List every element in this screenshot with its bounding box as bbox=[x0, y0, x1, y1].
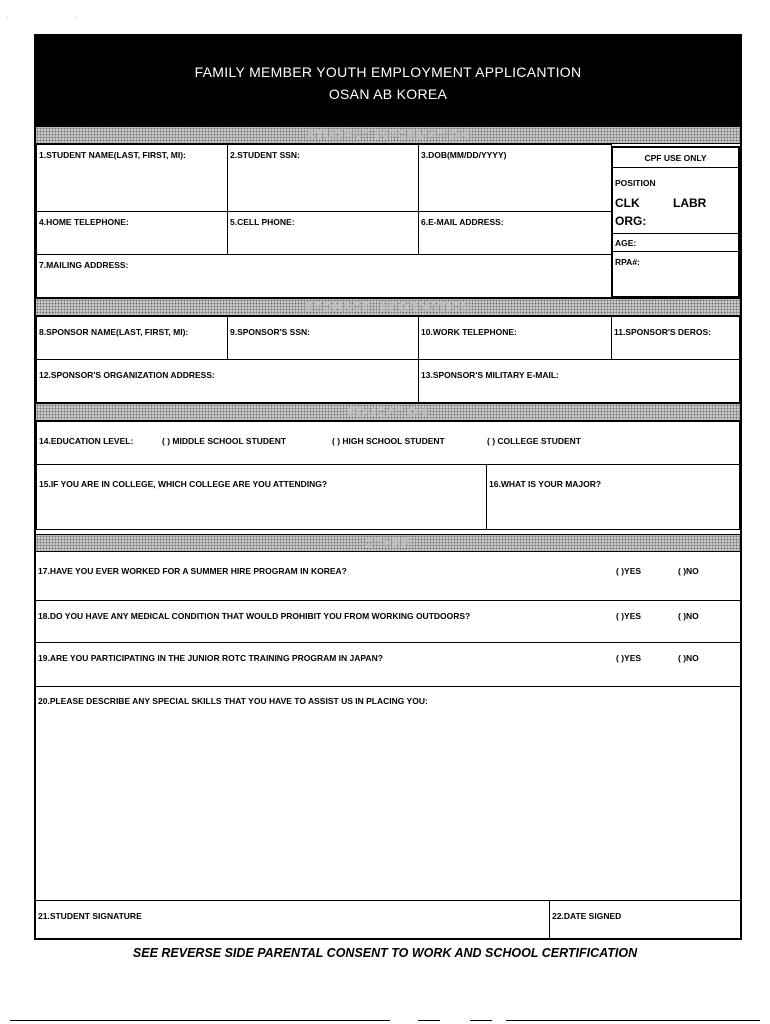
form-header bbox=[36, 36, 740, 126]
q18-no-option[interactable]: ( )NO bbox=[678, 611, 699, 621]
student-signature-field[interactable] bbox=[36, 900, 550, 940]
work-telephone-field[interactable] bbox=[418, 316, 612, 360]
sponsor-deros-field[interactable] bbox=[611, 316, 740, 360]
cpf-position-label: POSITION bbox=[615, 178, 656, 188]
student-signature-label: 21.STUDENT SIGNATURE bbox=[38, 911, 142, 921]
cpf-use-only-box bbox=[611, 146, 740, 298]
band-other: OTHER bbox=[36, 534, 740, 552]
student-dob-label: 3.DOB(MM/DD/YYYY) bbox=[421, 150, 507, 160]
sponsor-ssn-label: 9.SPONSOR'S SSN: bbox=[230, 327, 310, 337]
education-level-row bbox=[36, 421, 740, 465]
education-level-label: 14.EDUCATION LEVEL: bbox=[39, 436, 134, 446]
date-signed-field[interactable] bbox=[549, 900, 740, 940]
q19-yes-option[interactable]: ( )YES bbox=[616, 653, 642, 663]
question-17: 17.HAVE YOU EVER WORKED FOR A SUMMER HIRE PROGRAM IN KOREA? bbox=[38, 566, 347, 576]
high-school-option[interactable]: ( ) HIGH SCHOOL STUDENT bbox=[332, 436, 445, 446]
sponsor-name-field[interactable] bbox=[36, 316, 228, 360]
cpf-age-field[interactable]: AGE: bbox=[613, 234, 738, 252]
q17-yes-option[interactable]: ( )YES bbox=[616, 566, 642, 576]
major-label: 16.WHAT IS YOUR MAJOR? bbox=[489, 479, 602, 489]
middle-school-option[interactable]: ( ) MIDDLE SCHOOL STUDENT bbox=[162, 436, 287, 446]
college-attending-label: 15.IF YOU ARE IN COLLEGE, WHICH COLLEGE ARE YOU ATTENDING? bbox=[39, 479, 328, 489]
cpf-title: CPF USE ONLY bbox=[613, 148, 738, 168]
band-education: EDUCATION bbox=[36, 403, 740, 421]
scan-mark: · bbox=[6, 14, 9, 21]
footer-note: SEE REVERSE SIDE PARENTAL CONSENT TO WORK AND SCHOOL CERTIFICATION bbox=[132, 946, 638, 960]
home-telephone-field[interactable] bbox=[36, 211, 228, 255]
q19-no-option[interactable]: ( )NO bbox=[678, 653, 699, 663]
cpf-labr-option[interactable]: LABR bbox=[673, 196, 707, 210]
student-email-label: 6.E-MAIL ADDRESS: bbox=[421, 217, 504, 227]
student-email-field[interactable] bbox=[418, 211, 612, 255]
cell-phone-label: 5.CELL PHONE: bbox=[230, 217, 295, 227]
edge-line bbox=[506, 1020, 760, 1021]
student-ssn-field[interactable] bbox=[227, 144, 419, 212]
special-skills-field[interactable] bbox=[36, 686, 740, 902]
college-option[interactable]: ( ) COLLEGE STUDENT bbox=[487, 436, 581, 446]
home-telephone-label: 4.HOME TELEPHONE: bbox=[39, 217, 129, 227]
sponsor-military-email-field[interactable] bbox=[418, 359, 740, 403]
q18-yes-option[interactable]: ( )YES bbox=[616, 611, 642, 621]
form-title: FAMILY MEMBER YOUTH EMPLOYMENT APPLICANTION bbox=[194, 64, 582, 80]
cell-phone-field[interactable] bbox=[227, 211, 419, 255]
form-subtitle: OSAN AB KOREA bbox=[328, 86, 448, 102]
cpf-org-field[interactable]: ORG: bbox=[613, 214, 738, 234]
student-name-label: 1.STUDENT NAME(LAST, FIRST, MI): bbox=[39, 150, 186, 160]
mailing-address-label: 7.MAILING ADDRESS: bbox=[39, 260, 129, 270]
cpf-rpa-field[interactable]: RPA#: bbox=[615, 257, 640, 267]
scan-mark: · bbox=[74, 14, 77, 21]
question-19: 19.ARE YOU PARTICIPATING IN THE JUNIOR ROTC TRAINING PROGRAM IN JAPAN? bbox=[38, 653, 383, 663]
question-18: 18.DO YOU HAVE ANY MEDICAL CONDITION THAT WOULD PROHIBIT YOU FROM WORKING OUTDOORS? bbox=[38, 611, 471, 621]
sponsor-military-email-label: 13.SPONSOR'S MILITARY E-MAIL: bbox=[421, 370, 559, 380]
sponsor-ssn-field[interactable] bbox=[227, 316, 419, 360]
sponsor-deros-label: 11.SPONSOR'S DEROS: bbox=[614, 327, 711, 337]
divider bbox=[36, 642, 740, 643]
college-attending-field[interactable] bbox=[36, 464, 487, 530]
student-name-field[interactable] bbox=[36, 144, 228, 212]
cpf-clk-option[interactable]: CLK bbox=[615, 196, 640, 210]
sponsor-name-label: 8.SPONSOR NAME(LAST, FIRST, MI): bbox=[39, 327, 189, 337]
work-telephone-label: 10.WORK TELEPHONE: bbox=[421, 327, 517, 337]
band-student-information: STUDENT INFORMATION bbox=[36, 126, 740, 144]
sponsor-org-address-field[interactable] bbox=[36, 359, 419, 403]
edge-line bbox=[418, 1020, 440, 1021]
cpf-clk-labr-row bbox=[613, 196, 738, 214]
divider bbox=[36, 600, 740, 601]
application-form bbox=[34, 34, 742, 940]
edge-line bbox=[10, 1020, 390, 1021]
band-sponsor-information: SPONSOR INFORMATION bbox=[36, 298, 740, 316]
student-dob-field[interactable] bbox=[418, 144, 612, 212]
date-signed-label: 22.DATE SIGNED bbox=[552, 911, 622, 921]
mailing-address-field[interactable] bbox=[36, 254, 612, 298]
major-field[interactable] bbox=[486, 464, 740, 530]
edge-line bbox=[470, 1020, 492, 1021]
special-skills-label: 20.PLEASE DESCRIBE ANY SPECIAL SKILLS THAT YOU HAVE TO ASSIST US IN PLACING YOU: bbox=[38, 696, 428, 706]
sponsor-org-address-label: 12.SPONSOR'S ORGANIZATION ADDRESS: bbox=[39, 370, 215, 380]
q17-no-option[interactable]: ( )NO bbox=[678, 566, 699, 576]
student-ssn-label: 2.STUDENT SSN: bbox=[230, 150, 300, 160]
